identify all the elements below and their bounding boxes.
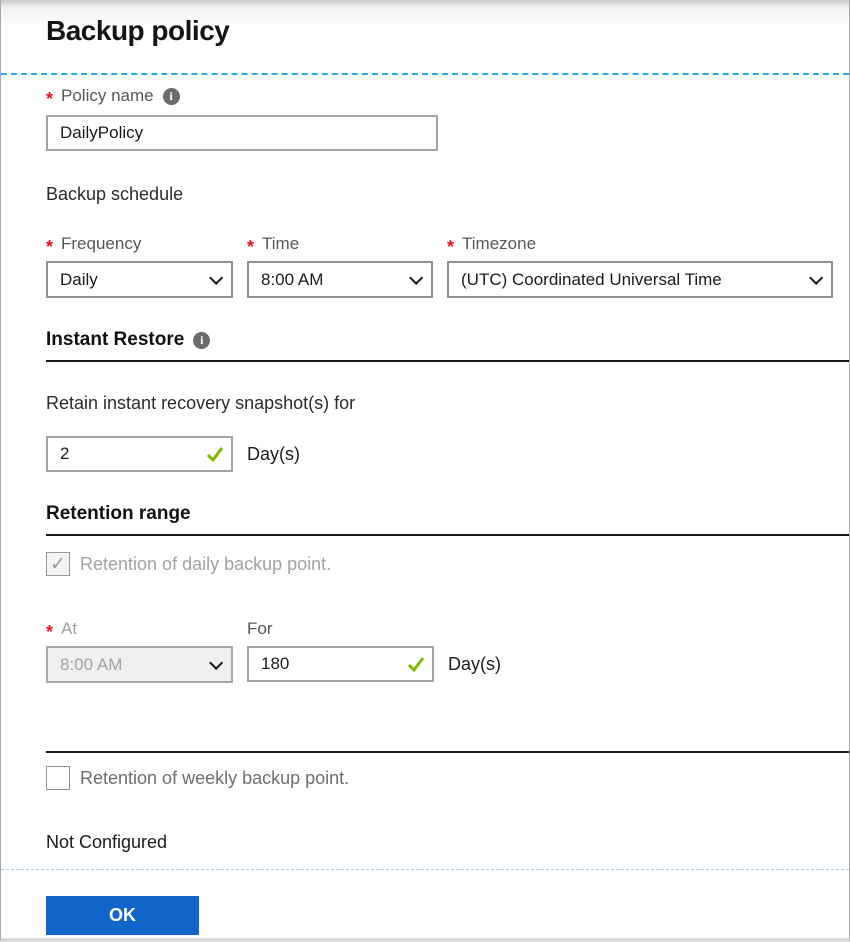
at-label-row bbox=[46, 618, 233, 640]
weekly-retention-label: Retention of weekly backup point. bbox=[80, 767, 350, 788]
ok-button[interactable]: OK bbox=[46, 896, 199, 935]
for-label: For bbox=[247, 619, 273, 638]
timezone-label: Timezone bbox=[462, 234, 537, 253]
timezone-label-row bbox=[447, 233, 833, 255]
chevron-down-icon bbox=[209, 270, 223, 284]
daily-retention-unit: Day(s) bbox=[448, 654, 501, 674]
time-label-row bbox=[247, 233, 433, 255]
page-title: Backup policy bbox=[46, 15, 230, 46]
weekly-status-text: Not Configured bbox=[46, 832, 168, 852]
policy-name-label-row bbox=[46, 85, 849, 107]
required-marker: * bbox=[46, 622, 54, 642]
frequency-label-row bbox=[46, 233, 233, 255]
policy-name-input[interactable] bbox=[46, 115, 438, 151]
top-dashed-separator bbox=[1, 73, 849, 75]
instant-restore-heading-row bbox=[46, 329, 849, 351]
section-divider bbox=[46, 751, 849, 753]
required-marker: * bbox=[46, 89, 54, 109]
snapshot-days-unit: Day(s) bbox=[247, 443, 300, 464]
info-icon[interactable]: i bbox=[163, 88, 180, 105]
frequency-label: Frequency bbox=[61, 234, 142, 253]
policy-name-label: Policy name bbox=[61, 86, 154, 105]
chevron-down-icon bbox=[409, 270, 423, 284]
frequency-value: Daily bbox=[60, 269, 98, 289]
required-marker: * bbox=[46, 237, 54, 257]
section-divider bbox=[46, 360, 849, 362]
daily-retention-days-input[interactable] bbox=[247, 646, 434, 682]
required-marker: * bbox=[247, 237, 255, 257]
chevron-down-icon bbox=[209, 655, 223, 669]
time-label: Time bbox=[262, 234, 300, 253]
timezone-select[interactable] bbox=[447, 261, 833, 298]
time-value: 8:00 AM bbox=[261, 269, 324, 289]
frequency-select[interactable] bbox=[46, 261, 233, 298]
instant-restore-heading: Instant Restore bbox=[46, 329, 185, 350]
for-label-row bbox=[247, 618, 433, 640]
section-divider bbox=[46, 534, 849, 536]
backup-schedule-heading: Backup schedule bbox=[46, 184, 184, 204]
chevron-down-icon bbox=[809, 270, 823, 284]
daily-at-value: 8:00 AM bbox=[60, 654, 123, 674]
weekly-retention-checkbox[interactable] bbox=[46, 766, 70, 790]
page-header bbox=[1, 0, 849, 73]
weekly-retention-row bbox=[46, 766, 849, 790]
snapshot-retention-days-input[interactable] bbox=[46, 436, 233, 472]
daily-at-select bbox=[46, 646, 233, 683]
daily-retention-label: Retention of daily backup point. bbox=[80, 553, 332, 574]
instant-restore-prompt: Retain instant recovery snapshot(s) for bbox=[46, 393, 356, 413]
time-select[interactable] bbox=[247, 261, 433, 298]
info-icon[interactable]: i bbox=[193, 332, 210, 349]
footer bbox=[1, 870, 849, 935]
at-label: At bbox=[61, 619, 78, 638]
required-marker: * bbox=[447, 237, 455, 257]
retention-range-heading: Retention range bbox=[46, 503, 191, 524]
timezone-value: (UTC) Coordinated Universal Time bbox=[461, 269, 722, 289]
daily-retention-row bbox=[46, 552, 849, 576]
daily-retention-checkbox: ✓ bbox=[46, 552, 70, 576]
